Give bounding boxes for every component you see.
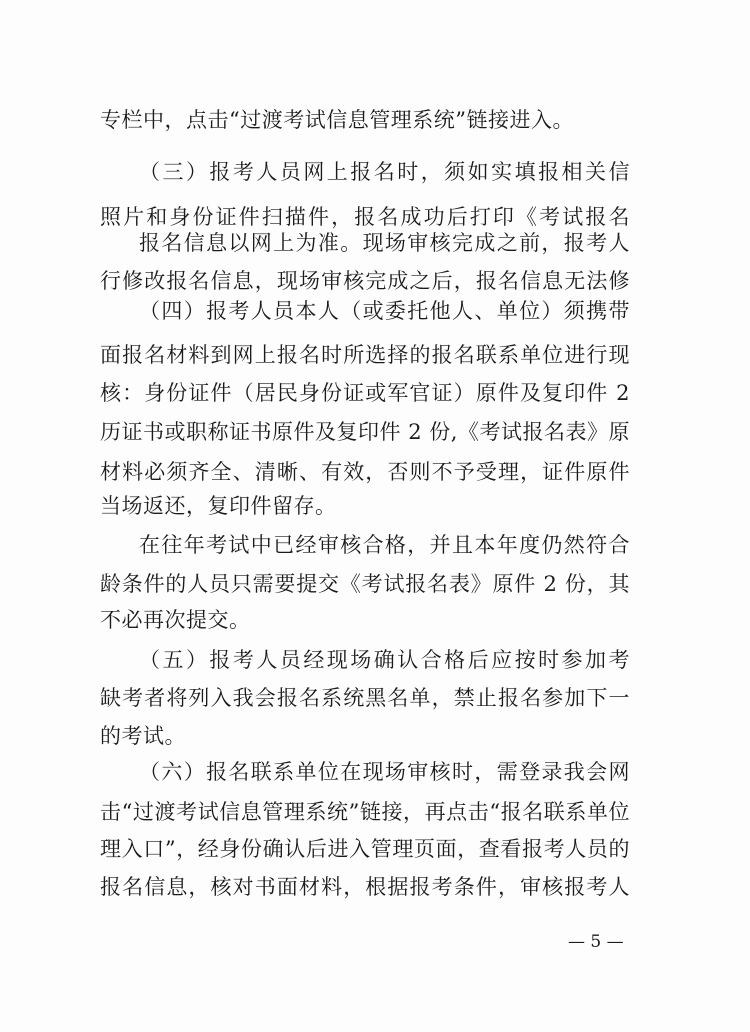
text-line: 报名信息以网上为准。现场审核完成之前，报考人 [139,231,630,255]
text-line: 面报名材料到网上报名时所选择的报名联系单位进行现 [100,343,630,367]
text-line: 击“过渡考试信息管理系统”链接，再点击“报名联系单位 [100,800,630,824]
text-line: （四）报考人员本人（或委托他人、单位）须携带 [139,299,630,323]
text-line: （三）报考人员网上报名时，须如实填报相关信 [139,160,630,184]
text-line: 专栏中，点击“过渡考试信息管理系统”链接进入。 [100,108,574,132]
text-line: 理入口”，经身份确认后进入管理页面，查看报考人员的 [100,837,630,861]
text-line: 的考试。 [100,724,186,748]
text-line: 历证书或职称证书原件及复印件 2 份,《考试报名表》原 [100,420,630,444]
text-line: 照片和身份证件扫描件，报名成功后打印《考试报名 [100,205,630,229]
text-line: 核：身份证件（居民身份证或军官证）原件及复印件 2 [100,381,630,405]
text-line: 行修改报名信息，现场审核完成之后，报名信息无法修 [100,269,630,293]
text-line: （五）报考人员经现场确认合格后应按时参加考 [139,648,630,672]
text-line: 材料必须齐全、清晰、有效，否则不予受理，证件原件 [100,460,630,484]
text-line: （六）报名联系单位在现场审核时，需登录我会网 [139,760,630,784]
text-line: 缺考者将列入我会报名系统黑名单，禁止报名参加下一 [100,686,630,710]
page-number: — 5 — [568,932,624,952]
text-line: 不必再次提交。 [100,608,251,632]
text-line: 在往年考试中已经审核合格，并且本年度仍然符合 [139,533,630,557]
text-line: 报名信息，核对书面材料，根据报考条件，审核报考人 [100,875,630,899]
text-line: 龄条件的人员只需要提交《考试报名表》原件 2 份，其 [100,572,630,596]
text-line: 当场返还，复印件留存。 [100,494,337,518]
